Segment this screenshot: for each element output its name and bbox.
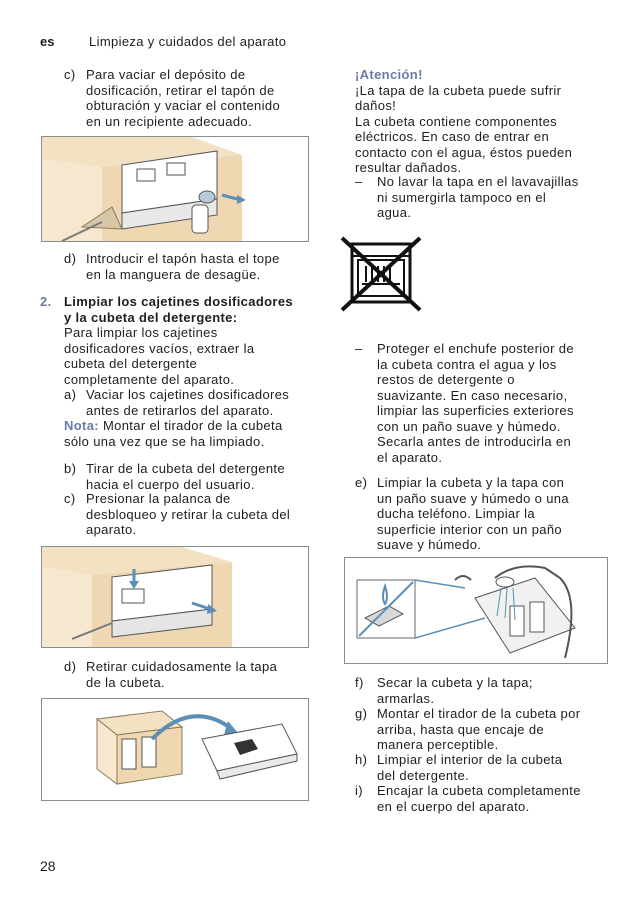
text-line: aparato. [86,522,137,537]
step-heading: Limpiar los cajetines dosificadores [64,294,293,309]
lid-removal-illustration [42,699,308,800]
text-line: arriba, hasta que encaje de [377,721,545,737]
text-line: dosificación, retirar el tapón de [86,82,275,98]
text-line: en un recipiente adecuado. [86,113,252,129]
text-line: hacia el cuerpo del usuario. [86,476,255,492]
step-label: b) [64,461,77,476]
text-line: ducha teléfono. Limpiar la [377,506,535,521]
text-line: la cubeta contra el agua y los [377,356,557,372]
text-line: suavizante. En caso necesario, [377,387,568,403]
text-line: con un paño suave y húmedo. [377,418,561,434]
text-line: Encajar la cubeta completamente [377,783,581,798]
text-line: desbloqueo y retirar la cubeta del [86,506,291,522]
text-line: Presionar la palanca de [86,491,231,506]
text-line: resultar dañados. [355,160,462,175]
text-line: Introducir el tapón hasta el tope [86,251,280,266]
text-line: ¡La tapa de la cubeta puede sufrir [355,82,562,98]
step-label: f) [355,675,364,690]
dash-bullet: – [355,341,363,356]
text-line: completamente del aparato. [64,371,235,387]
attention-title: ¡Atención! [355,67,423,82]
step-label: d) [64,251,77,266]
text-line: en la manguera de desagüe. [86,266,261,282]
text-line: de la cubeta. [86,674,165,690]
tray-removal-illustration [42,547,308,647]
figure-empty-tank [41,136,309,242]
text-line: superficie interior con un paño [377,521,563,537]
note-block [64,418,314,449]
text-line: Secarla antes de introducirla en [377,434,572,449]
text-line: suave y húmedo. [377,537,482,552]
text-line: obturación y vaciar el contenido [86,98,281,113]
no-dishwasher-icon [338,236,424,312]
note-text: Montar el tirador de la cubeta [102,418,283,433]
text-line: manera perceptible. [377,737,499,752]
text-line: Secar la cubeta y la tapa; [377,675,533,690]
step-label: c) [64,67,76,82]
step-label: h) [355,752,368,767]
step-label: i) [355,783,363,798]
language-code: es [40,34,55,49]
text-line: No lavar la tapa en el lavavajillas [377,174,579,189]
text-line: un paño suave y húmedo o una [377,490,569,506]
text-line: cubeta del detergente [64,356,198,371]
step-label: c) [64,491,76,506]
text-line: Proteger el enchufe posterior de [377,341,574,356]
text-line: antes de retirarlos del aparato. [86,402,274,418]
text-line: contacto con el agua, éstos pueden [355,144,573,160]
text-line: dosificadores vacíos, extraer la [64,340,255,356]
rinse-illustration [345,558,607,663]
figure-rinse-tray [344,557,608,664]
note-label: Nota: [64,418,99,433]
page-number: 28 [40,858,56,874]
text-line: Tirar de la cubeta del detergente [86,461,285,476]
text-line: Para limpiar los cajetines [64,325,218,340]
text-line: Retirar cuidadosamente la tapa [86,659,278,674]
step-number: 2. [40,294,52,309]
text-line: limpiar las superficies exteriores [377,403,574,418]
text-line: agua. [377,205,412,220]
step-label: e) [355,475,368,490]
text-line: restos de detergente o [377,372,515,387]
text-line: daños! [355,98,397,113]
text-line: armarlas. [377,690,435,706]
section-title: Limpieza y cuidados del aparato [89,34,287,49]
text-line: Limpiar el interior de la cubeta [377,752,563,767]
text-line: La cubeta contiene componentes [355,113,558,129]
text-line: Limpiar la cubeta y la tapa con [377,475,565,490]
step-heading: y la cubeta del detergente: [64,309,238,325]
text-line: del detergente. [377,767,469,783]
figure-remove-lid [41,698,309,801]
dash-bullet: – [355,174,363,189]
text-line: Para vaciar el depósito de [86,67,246,82]
text-line: Vaciar los cajetines dosificadores [86,387,290,402]
text-line: el aparato. [377,449,443,465]
text-line: en el cuerpo del aparato. [377,798,530,814]
text-line: eléctricos. En caso de entrar en [355,129,550,144]
text-line: Montar el tirador de la cubeta por [377,706,581,721]
tank-drain-illustration [42,137,308,241]
step-label: a) [64,387,77,402]
step-label: g) [355,706,368,721]
attention-block [355,67,605,176]
note-text: sólo una vez que se ha limpiado. [64,433,265,449]
text-line: ni sumergirla tampoco en el [377,189,547,205]
step-label: d) [64,659,77,674]
figure-remove-tray [41,546,309,648]
